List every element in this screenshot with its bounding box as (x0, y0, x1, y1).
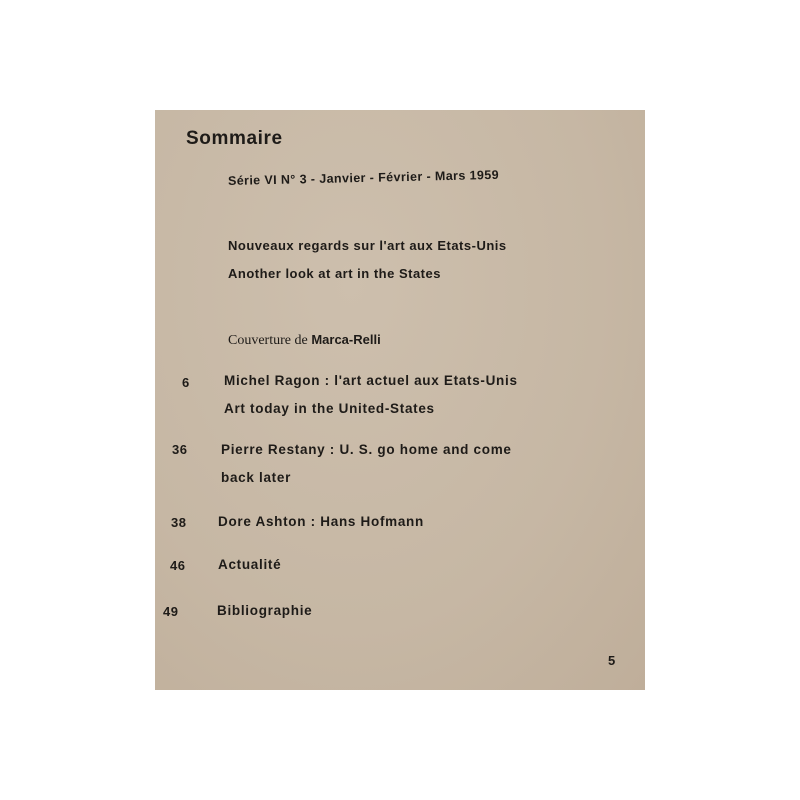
toc-page-number: 6 (182, 375, 190, 390)
toc-entry-line: back later (221, 470, 292, 485)
folio-page-number: 5 (608, 653, 616, 668)
cover-artist: Marca-Relli (311, 332, 381, 347)
toc-page-number: 36 (172, 442, 188, 457)
issue-line: Série VI N° 3 - Janvier - Février - Mars 1959 (227, 167, 500, 188)
toc-page-number: 38 (171, 515, 187, 530)
toc-page-number: 49 (163, 604, 179, 619)
toc-entry-line: Michel Ragon : l'art actuel aux Etats-Unis (224, 373, 518, 388)
theme-english: Another look at art in the States (228, 266, 441, 281)
theme-french: Nouveaux regards sur l'art aux Etats-Unis (228, 238, 507, 253)
toc-page-number: 46 (170, 558, 186, 573)
toc-entry-line: Actualité (218, 557, 282, 572)
toc-entry-line: Bibliographie (217, 603, 313, 618)
cover-prefix: Couverture de (228, 333, 308, 348)
printed-page (155, 110, 645, 690)
toc-entry-line: Pierre Restany : U. S. go home and come (221, 442, 512, 457)
toc-entry-line: Dore Ashton : Hans Hofmann (218, 514, 424, 529)
page-title: Sommaire (186, 128, 283, 149)
cover-credit (228, 332, 381, 349)
toc-entry-line: Art today in the United-States (224, 401, 435, 416)
